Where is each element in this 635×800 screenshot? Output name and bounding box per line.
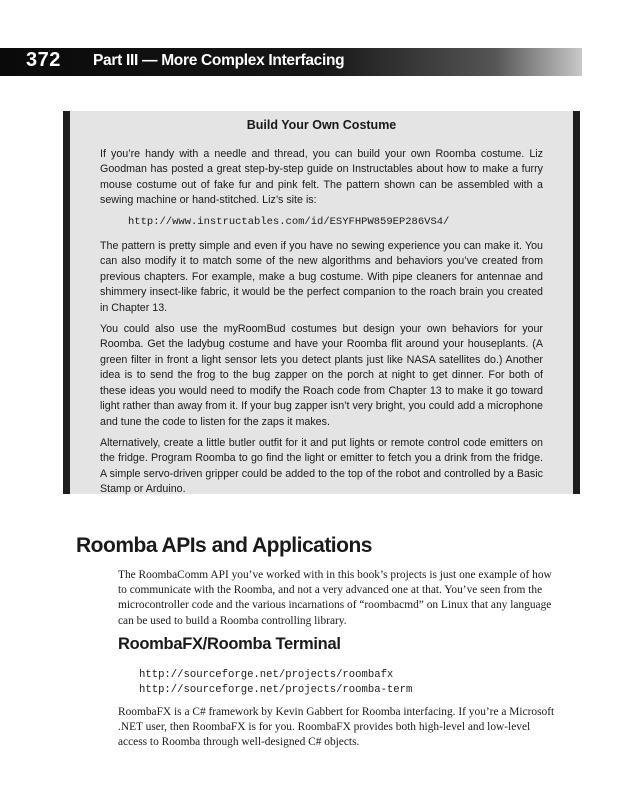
sidebar-box — [63, 111, 580, 494]
subsection-heading: RoombaFX/Roomba Terminal — [118, 635, 341, 653]
code-line-url: http://sourceforge.net/projects/roomba-term — [139, 684, 413, 697]
sidebar-paragraph: You could also use the myRoomBud costumes but design your own behaviors for your Roomba. Get the ladybug costume and have your Roomba flit around your houseplants. (A green filter in front a light sensor lets you detect plants just like NASA satellites do.) Another idea is to send the frog to the bug zapper on the porch at night to get dinner. For both of these ideas you would need to modify the Roach code from Chapter 13 to make it go toward light rather than away from it. If your bug zapper isn’t very bright, you could add a microphone and tune the code to listen for the zaps it makes. — [100, 323, 543, 428]
sidebar-title: Build Your Own Costume — [246, 118, 397, 132]
sidebar-paragraph: Alternatively, create a little butler outfit for it and put lights or remote control code emitters on the fridge. Program Roomba to go find the light or emitter to fetch you a drink from the fridge. A simple servo-driven gripper could be added to the top of the robot and controlled by a Basic Stamp or Arduino. — [100, 436, 543, 496]
page-number: 372 — [26, 49, 61, 71]
section-heading: Roomba APIs and Applications — [76, 534, 372, 557]
code-block — [139, 668, 412, 699]
sidebar-url: http://www.instructables.com/id/ESYFHPW859EP286VS4/ — [128, 215, 450, 228]
code-line-url: http://sourceforge.net/projects/roombafx — [139, 669, 394, 681]
sidebar-body — [100, 147, 543, 504]
section-paragraph: The RoombaComm API you’ve worked with in this book’s projects is just one example of how to communicate with the Roomba, and not a very advanced one at that. You’ve seen from the microcontroller code and the various incarnations of “roombacmd” on Linux that any language can be used to build a Roomba controlling library. — [118, 569, 552, 627]
sidebar-paragraph: If you’re handy with a needle and thread, you can build your own Roomba costume. Liz Goodman has posted a great step-by-step guide on Instructables about how to make a furry mouse costume out of fake fur and pink felt. The pattern shown can be assembled with a sewing machine or hand-stitched. Liz’s site is: — [100, 148, 543, 207]
running-header-title: Part III — More Complex Interfacing — [93, 52, 345, 69]
sidebar-paragraph: The pattern is pretty simple and even if you have no sewing experience you can make it. You can also modify it to match some of the new algorithms and behaviors you’ve created from previous chapters. For example, make a bug costume. With pipe cleaners for antennae and shimmery insect-like fabric, it would be the perfect companion to the roach brain you created in Chapter 13. — [100, 240, 543, 314]
subsection-paragraph: RoombaFX is a C# framework by Kevin Gabbert for Roomba interfacing. If you’re a Microsoft .NET user, then RoombaFX is for you. RoombaFX provides both high-level and low-level access to Roomba through well-designed C# objects. — [118, 706, 555, 749]
